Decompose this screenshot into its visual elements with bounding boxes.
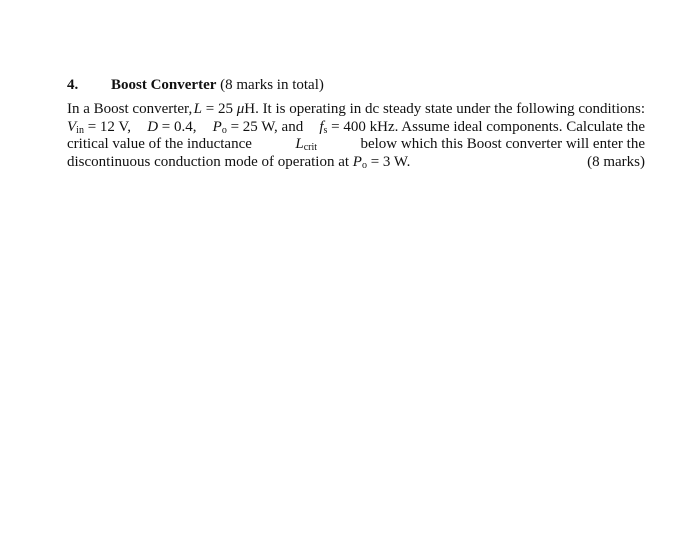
- text-segment: discontinuous conduction mode of operation at: [67, 153, 350, 170]
- question-heading: [67, 76, 645, 94]
- math-vin: $V_{in} = 12$ V,: [67, 118, 132, 136]
- text-segment: In a Boost converter,: [67, 101, 193, 117]
- question-number: 4.: [67, 77, 79, 93]
- question-marks: (8 marks): [587, 153, 645, 170]
- question-title: Boost Converter: [111, 77, 217, 93]
- question-body: [67, 101, 645, 171]
- math-frequency: $f_s = 400$ kHz. Assume ideal components. Calculate the: [319, 118, 645, 136]
- question-4: [67, 76, 645, 171]
- math-power-dcm: $P_o = 3$ W.: [352, 153, 411, 171]
- question-marks-total: (8 marks in total): [220, 77, 324, 93]
- body-line-2: [67, 119, 645, 137]
- math-lcrit: $L_{crit}$: [295, 136, 318, 153]
- text-segment: critical value of the inductance: [67, 136, 252, 152]
- math-duty: D = 0.4,: [147, 118, 197, 135]
- body-line-3: [67, 136, 645, 154]
- math-inductance: L = 25 μH. It is operating in dc steady state under the following conditions:: [193, 101, 645, 117]
- text-segment: below which this Boost converter will enter the: [360, 136, 645, 152]
- body-line-4: [67, 154, 645, 172]
- body-line-1: [67, 101, 645, 119]
- math-power: $P_o = 25$ W, and: [212, 118, 304, 136]
